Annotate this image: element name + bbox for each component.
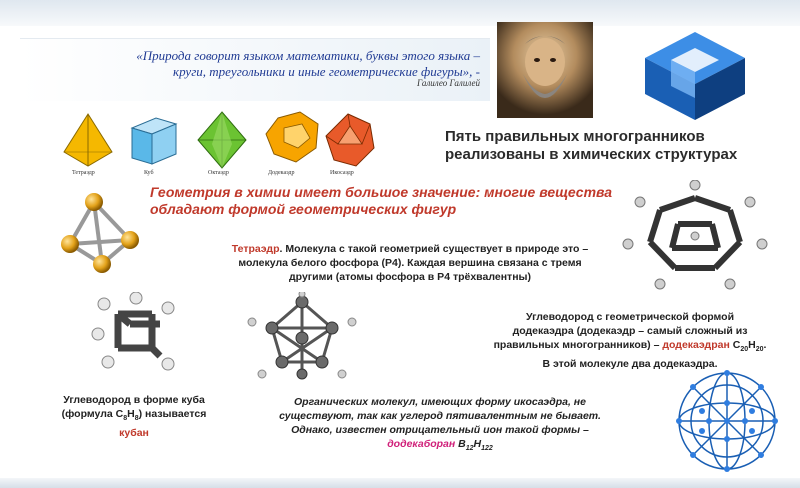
cage-molecule <box>672 366 782 476</box>
p4-molecule <box>44 190 154 280</box>
caption-octahedron: Октаэдр <box>208 170 229 176</box>
geometry-heading <box>150 184 650 218</box>
octahedron-shape <box>198 112 246 168</box>
caption-tetrahedron: Тетраэдр <box>72 170 95 176</box>
icosahedron-line-4: додекаборан $B_{12}H_{122}$ <box>387 438 493 453</box>
geometry-heading-line-1: Геометрия в химии имеет большое значение: многие вещества <box>150 184 613 200</box>
cubane-line-1: Углеводород в форме куба <box>63 394 205 406</box>
dodecahedrane-line-1: Углеводород с геометрической формой <box>525 311 735 323</box>
tetrahedron-line-3: другими (атомы фосфора в P4 трёхвалентны) <box>289 271 531 283</box>
blue-cube-logo <box>635 28 755 124</box>
dodecaborane-term: додекаборан <box>387 438 456 450</box>
dodecahedrane-text <box>470 310 790 371</box>
icosahedron-text <box>240 395 640 456</box>
cubane-molecule <box>90 292 180 377</box>
dodecahedrane-line-4: В этой молекуле два додекаэдра. <box>542 358 718 371</box>
dodecahedrane-term: додекаэдран <box>662 339 730 351</box>
tetrahedron-text <box>200 242 620 284</box>
dodecahedrane-line-3: правильных многогранников) – додекаэдран $C_{20}H_{20}$. <box>493 339 767 354</box>
bottom-bar <box>0 478 800 488</box>
icosahedron-shape <box>326 114 374 166</box>
title-right-line-2: реализованы в химических структурах <box>445 146 738 163</box>
quote-line-1: «Природа говорит языком математики, буквы этого языка – <box>136 48 480 63</box>
tetrahedron-shape <box>64 114 112 166</box>
icosahedron-line-1: Органических молекул, имеющих форму икосаэдра, не <box>294 396 586 408</box>
title-right-line-1: Пять правильных многогранников <box>445 128 705 145</box>
geometry-heading-line-2: обладают формой геометрических фигур <box>150 201 457 217</box>
caption-icosahedron: Икосаэдр <box>330 170 354 176</box>
dodecahedrane-line-2: додекаэдра (додекаэдр – самый сложный из <box>512 325 748 337</box>
title-right <box>445 128 785 164</box>
caption-cube: Куб <box>144 170 154 176</box>
cubane-line-2: (формула $C_8H_8$) называется <box>61 408 207 423</box>
tetrahedron-line-1: Тетраэдр. Молекула с такой геометрией существует в природе это – <box>231 243 589 255</box>
cubane-term: кубан <box>119 427 149 440</box>
top-bar <box>0 0 800 26</box>
dodecahedron-shape <box>266 112 318 162</box>
quote-author: Галилео Галилей <box>416 78 480 88</box>
tetrahedron-line-2: молекула белого фосфора (P4). Каждая вершина связана с тремя <box>238 257 582 269</box>
cube-shape <box>132 118 176 164</box>
cubane-text <box>46 393 222 440</box>
tetrahedron-term: Тетраэдр <box>231 243 280 255</box>
icosahedron-line-3: Однако, известен отрицательный ион такой формы – <box>291 424 589 436</box>
dodecaborane-molecule <box>242 292 362 384</box>
quote-line-2: круги, треугольники и иные геометрические фигуры», - <box>173 64 480 79</box>
dodecahedrane-molecule <box>620 180 770 290</box>
quote-text <box>100 48 480 80</box>
caption-dodecahedron: Додекаэдр <box>268 170 295 176</box>
icosahedron-line-2: существуют, так как углерод пятивалентным не бывает. <box>279 410 601 422</box>
galileo-portrait <box>497 22 593 118</box>
